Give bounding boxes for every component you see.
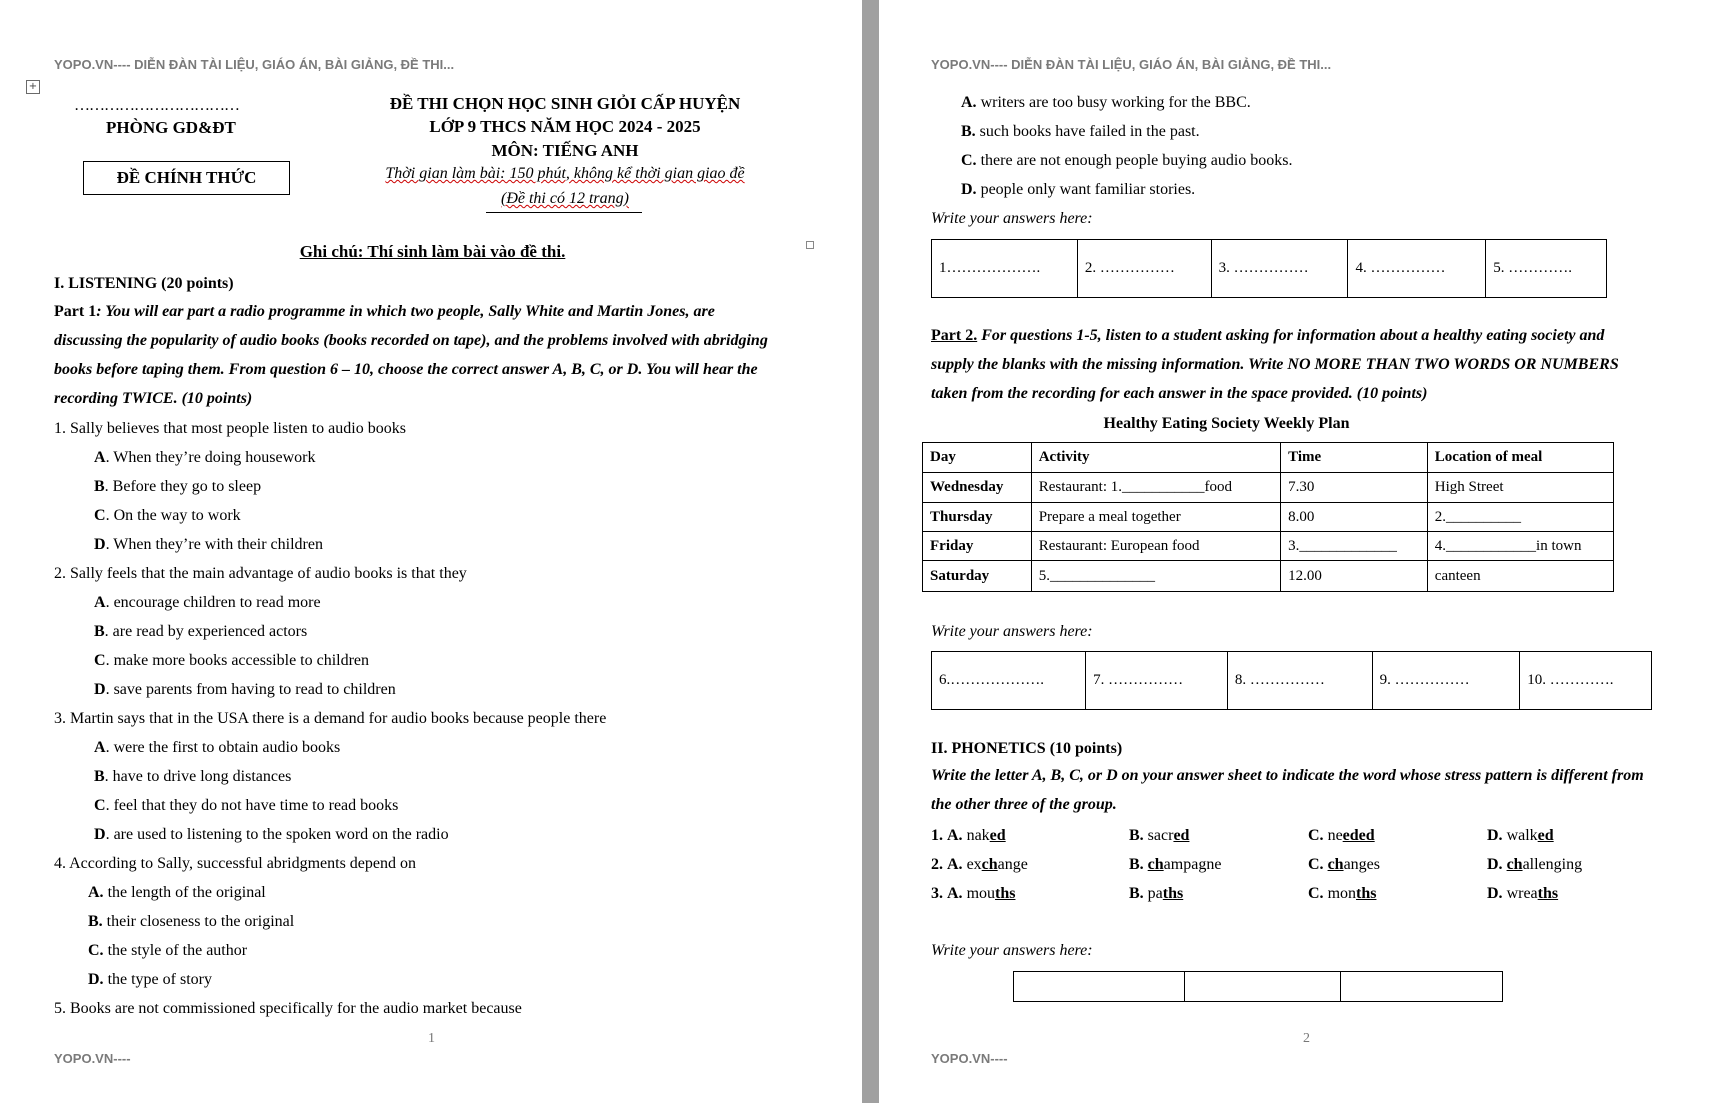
page-header: YOPO.VN---- DIỄN ĐÀN TÀI LIỆU, GIÁO ÁN, BÀI GIẢNG, ĐỀ THI... bbox=[931, 57, 1332, 72]
part1-instruction-line4: recording TWICE. (10 points) bbox=[54, 390, 253, 407]
write-answers-label-1: Write your answers here: bbox=[931, 210, 1093, 227]
answer-cell[interactable] bbox=[1014, 972, 1185, 1002]
part2-instruction-line2: supply the blanks with the missing information. Write NO MORE THAN TWO WORDS OR NUMBERS bbox=[931, 356, 1619, 373]
answer-cell[interactable]: 1………………. bbox=[932, 240, 1078, 298]
answer-cell[interactable]: 2. …………… bbox=[1077, 240, 1211, 298]
question-2-option-c: C. make more books accessible to children bbox=[94, 652, 370, 669]
cell-activity: Restaurant: European food bbox=[1031, 532, 1280, 561]
cell-activity: Restaurant: 1.___________food bbox=[1031, 473, 1280, 503]
phonetics-instruction-line2: the other three of the group. bbox=[931, 796, 1117, 813]
question-2-option-b: B. are read by experienced actors bbox=[94, 623, 308, 640]
exam-grade-year: LỚP 9 THCS NĂM HỌC 2024 - 2025 bbox=[429, 117, 701, 136]
answer-table-3 bbox=[1013, 971, 1503, 1002]
answer-cell[interactable]: 10. …………. bbox=[1520, 652, 1652, 710]
question-1-option-b: B. Before they go to sleep bbox=[94, 478, 262, 495]
phonetics-q1-d: D. walked bbox=[1487, 827, 1554, 844]
header-activity: Activity bbox=[1031, 443, 1280, 473]
question-5: 5. Books are not commissioned specifically for the audio market because bbox=[54, 1000, 522, 1017]
write-answers-label-3: Write your answers here: bbox=[931, 942, 1093, 959]
table-row bbox=[923, 532, 1614, 561]
cell-location: 2.__________ bbox=[1427, 503, 1613, 532]
question-2: 2. Sally feels that the main advantage of audio books is that they bbox=[54, 565, 467, 582]
answer-cell[interactable]: 5. …………. bbox=[1486, 240, 1607, 298]
part1-instruction-line1: Part 1: You will ear part a radio programme in which two people, Sally White and Martin Jones, are bbox=[54, 303, 715, 320]
cell-day: Saturday bbox=[923, 561, 1032, 592]
question-5-option-a: A. writers are too busy working for the BBC. bbox=[961, 94, 1251, 111]
phonetics-q1-b: B. sacred bbox=[1129, 827, 1190, 844]
phonetics-q3-d: D. wreaths bbox=[1487, 885, 1559, 902]
section-phonetics: II. PHONETICS (10 points) bbox=[931, 740, 1123, 757]
table-row bbox=[923, 473, 1614, 503]
cell-activity: Prepare a meal together bbox=[1031, 503, 1280, 532]
cell-time: 8.00 bbox=[1281, 503, 1428, 532]
phonetics-q2-d: D. challenging bbox=[1487, 856, 1583, 873]
phonetics-q3-c: C. months bbox=[1308, 885, 1377, 902]
answer-cell[interactable]: 4. …………… bbox=[1348, 240, 1486, 298]
answer-cell[interactable]: 7. …………… bbox=[1086, 652, 1228, 710]
question-3-option-d: D. are used to listening to the spoken word on the radio bbox=[94, 826, 449, 843]
answer-table-2 bbox=[931, 651, 1652, 710]
table-row bbox=[923, 503, 1614, 532]
question-3-option-a: A. were the first to obtain audio books bbox=[94, 739, 341, 756]
document-page-1 bbox=[0, 0, 862, 1103]
phonetics-q2-b: B. champagne bbox=[1129, 856, 1222, 873]
question-5-option-b: B. such books have failed in the past. bbox=[961, 123, 1200, 140]
header-day: Day bbox=[923, 443, 1032, 473]
question-3: 3. Martin says that in the USA there is a demand for audio books because people there bbox=[54, 710, 607, 727]
document-page-2 bbox=[879, 0, 1726, 1103]
answer-cell[interactable]: 3. …………… bbox=[1211, 240, 1348, 298]
write-answers-label-2: Write your answers here: bbox=[931, 623, 1093, 640]
phonetics-instruction-line1: Write the letter A, B, C, or D on your answer sheet to indicate the word whose stress pattern is different from bbox=[931, 767, 1644, 784]
phonetics-q3-b: B. paths bbox=[1129, 885, 1184, 902]
answer-cell[interactable] bbox=[1184, 972, 1340, 1002]
question-1-option-d: D. When they’re with their children bbox=[94, 536, 323, 553]
header-time: Time bbox=[1281, 443, 1428, 473]
weekly-plan-table bbox=[922, 442, 1614, 592]
phonetics-q1-c: C. needed bbox=[1308, 827, 1375, 844]
note: Ghi chú: Thí sinh làm bài vào đề thi. bbox=[299, 242, 566, 261]
phonetics-q3-a: 3. A. mouths bbox=[931, 885, 1016, 902]
question-3-option-b: B. have to drive long distances bbox=[94, 768, 292, 785]
part2-instruction-line1: Part 2. For questions 1-5, listen to a student asking for information about a healthy eating society and bbox=[931, 327, 1605, 344]
question-3-option-c: C. feel that they do not have time to read books bbox=[94, 797, 399, 814]
question-4-option-b: B. their closeness to the original bbox=[88, 913, 295, 930]
question-5-option-c: C. there are not enough people buying audio books. bbox=[961, 152, 1293, 169]
cell-location: High Street bbox=[1427, 473, 1613, 503]
question-1-option-c: C. On the way to work bbox=[94, 507, 241, 524]
question-4-option-a: A. the length of the original bbox=[88, 884, 266, 901]
dotted-line: …………………………… bbox=[74, 97, 239, 114]
question-4-option-c: C. the style of the author bbox=[88, 942, 248, 959]
cell-time: 3._____________ bbox=[1281, 532, 1428, 561]
cell-time: 7.30 bbox=[1281, 473, 1428, 503]
answer-cell[interactable]: 6.………………. bbox=[932, 652, 1086, 710]
exam-page-count: (Đề thi có 12 trang) bbox=[501, 190, 629, 207]
question-1-option-a: A. When they’re doing housework bbox=[94, 449, 316, 466]
section-listening: I. LISTENING (20 points) bbox=[54, 275, 234, 292]
cell-day: Wednesday bbox=[923, 473, 1032, 503]
answer-table-1 bbox=[931, 239, 1607, 298]
table-row bbox=[923, 561, 1614, 592]
page-footer: YOPO.VN---- bbox=[54, 1051, 131, 1066]
phonetics-q2-c: C. changes bbox=[1308, 856, 1380, 873]
exam-title: ĐỀ THI CHỌN HỌC SINH GIỎI CẤP HUYỆN bbox=[389, 94, 741, 113]
cell-location: canteen bbox=[1427, 561, 1613, 592]
phonetics-q2-a: 2. A. exchange bbox=[931, 856, 1028, 873]
page-footer: YOPO.VN---- bbox=[931, 1051, 1008, 1066]
page-header: YOPO.VN---- DIỄN ĐÀN TÀI LIỆU, GIÁO ÁN, BÀI GIẢNG, ĐỀ THI... bbox=[54, 57, 455, 72]
header-location: Location of meal bbox=[1427, 443, 1613, 473]
official-exam-box: ĐỀ CHÍNH THỨC bbox=[83, 161, 290, 195]
page-number: 2 bbox=[1303, 1031, 1310, 1046]
anchor-marker-icon bbox=[806, 241, 814, 249]
question-5-option-d: D. people only want familiar stories. bbox=[961, 181, 1196, 198]
question-1: 1. Sally believes that most people listen to audio books bbox=[54, 420, 406, 437]
department-name: PHÒNG GD&ĐT bbox=[106, 118, 236, 137]
cell-day: Thursday bbox=[923, 503, 1032, 532]
cell-time: 12.00 bbox=[1281, 561, 1428, 592]
question-2-option-d: D. save parents from having to read to children bbox=[94, 681, 396, 698]
part1-instruction-line2: discussing the popularity of audio books (books recorded on tape), and the problems involved with abridging bbox=[54, 332, 768, 349]
question-4: 4. According to Sally, successful abridgments depend on bbox=[54, 855, 416, 872]
exam-subject: MÔN: TIẾNG ANH bbox=[491, 141, 639, 160]
part1-instruction-line3: books before taping them. From question 6 – 10, choose the correct answer A, B, C, or D. You will hear the bbox=[54, 361, 758, 378]
phonetics-q1-a: 1. A. naked bbox=[931, 827, 1006, 844]
answer-cell[interactable]: 9. …………… bbox=[1372, 652, 1520, 710]
cell-activity: 5.______________ bbox=[1031, 561, 1280, 592]
answer-cell[interactable]: 8. …………… bbox=[1227, 652, 1372, 710]
table-header-row bbox=[923, 443, 1614, 473]
plan-title: Healthy Eating Society Weekly Plan bbox=[1103, 415, 1350, 432]
table-move-handle-icon[interactable]: + bbox=[26, 80, 40, 94]
answer-cell[interactable] bbox=[1341, 972, 1503, 1002]
exam-time: Thời gian làm bài: 150 phút, không kể thời gian giao đề bbox=[385, 165, 745, 182]
cell-day: Friday bbox=[923, 532, 1032, 561]
title-underline bbox=[486, 212, 642, 213]
cell-location: 4.____________in town bbox=[1427, 532, 1613, 561]
part2-instruction-line3: taken from the recording for each answer in the space provided. (10 points) bbox=[931, 385, 1428, 402]
question-4-option-d: D. the type of story bbox=[88, 971, 212, 988]
page-number: 1 bbox=[428, 1031, 435, 1046]
question-2-option-a: A. encourage children to read more bbox=[94, 594, 321, 611]
